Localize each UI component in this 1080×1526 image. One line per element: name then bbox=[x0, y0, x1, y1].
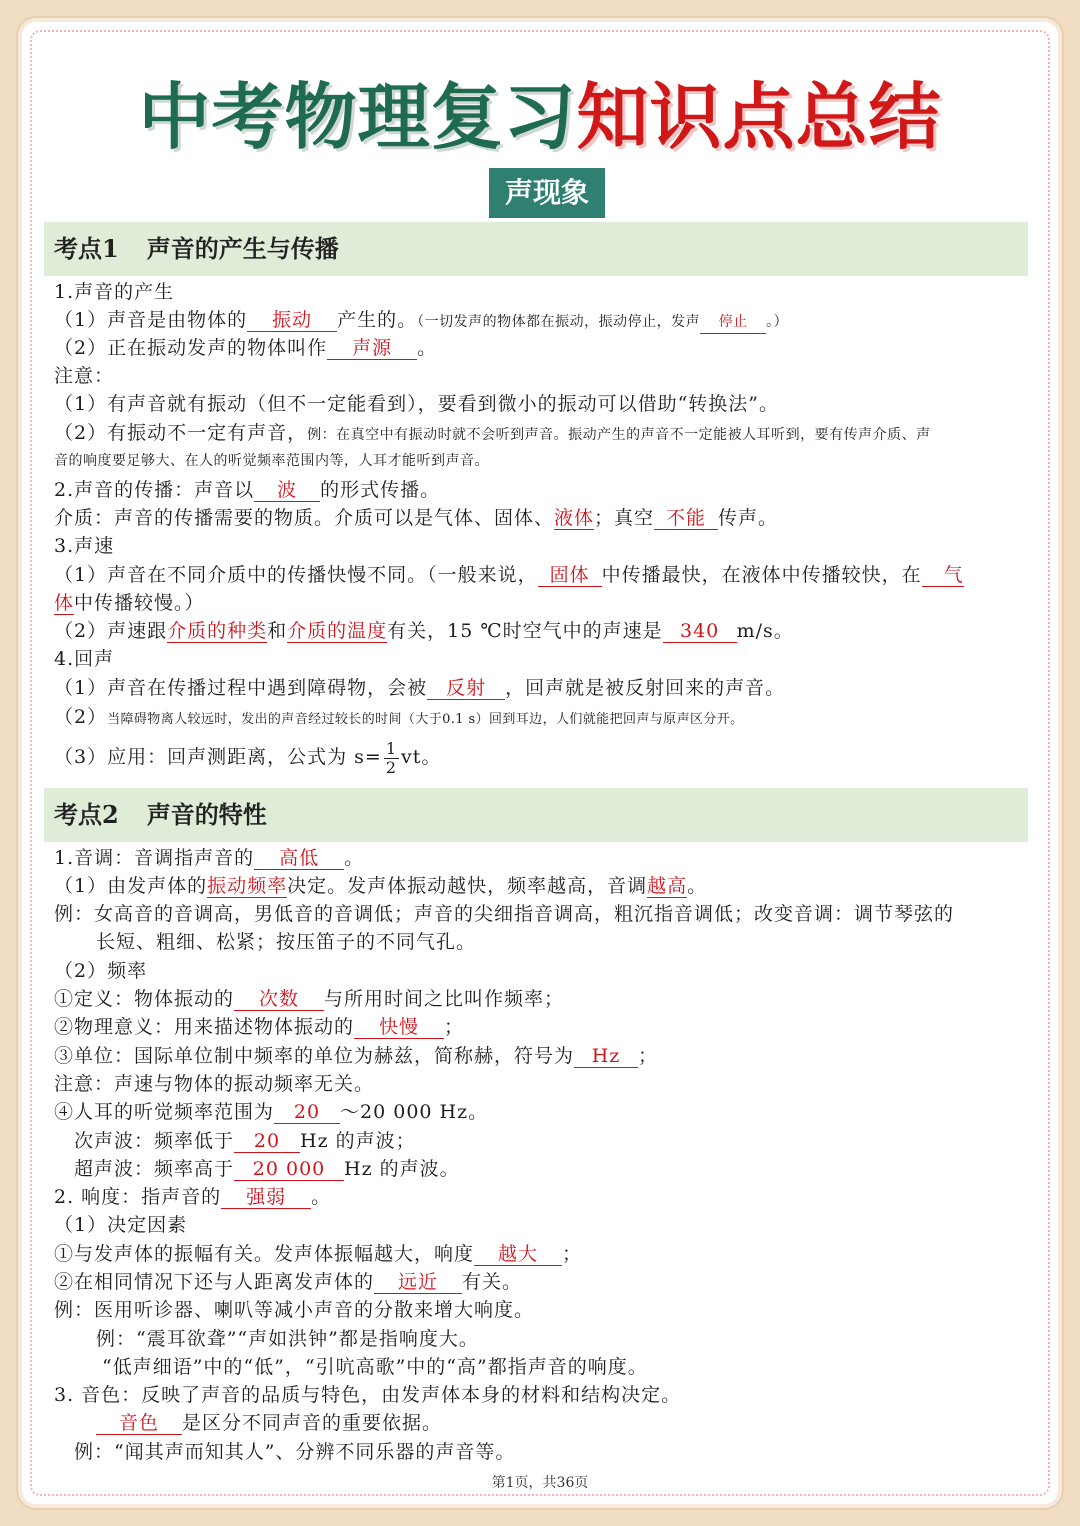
text-line: 长短、粗细、松紧；按压笛子的不同气孔。 bbox=[96, 931, 477, 953]
text-line: （1）有声音就有振动（但不一定能看到），要看到微小的振动可以借助“转换法”。 bbox=[54, 393, 780, 415]
answer-blank: 声源 bbox=[327, 337, 417, 360]
text-line: 音色 是区分不同声音的重要依据。 bbox=[96, 1409, 1076, 1437]
answer-blank: 停止 bbox=[700, 311, 766, 334]
text-line: （2）频率 bbox=[54, 960, 148, 982]
heading-sound-speed: 3.声速 bbox=[54, 535, 115, 557]
text-line: （2）当障碍物离人较远时，发出的声音经过较长的时间（大于0.1 s）回到耳边，人们就能把回声与原声区分开。 bbox=[54, 706, 744, 728]
text-line: 体中传播较慢。） bbox=[54, 592, 205, 614]
text-line: ①定义：物体振动的 次数 与所用时间之比叫作频率； bbox=[54, 988, 565, 1010]
text-line: 介质：声音的传播需要的物质。介质可以是气体、固体、液体；真空 不能 传声。 bbox=[54, 507, 779, 529]
answer-blank: 体 bbox=[54, 592, 75, 614]
text-line: （1）声音在传播过程中遇到障碍物，会被 反射 ，回声就是被反射回来的声音。 bbox=[54, 677, 786, 699]
text-line: ④人耳的听觉频率范围为 20 ～20 000 Hz。 bbox=[54, 1101, 489, 1123]
text-line: 音的响度要足够大、在人的听觉频率范围内等，人耳才能听到声音。 bbox=[54, 453, 489, 469]
text-line: ②物理意义：用来描述物体振动的 快慢 ； bbox=[54, 1016, 465, 1038]
fraction-one-half: $\frac{1}{2}$ bbox=[385, 738, 397, 777]
heading-echo: 4.回声 bbox=[54, 648, 115, 670]
answer-blank: 介质的温度 bbox=[287, 620, 388, 642]
answer-blank: 强弱 bbox=[221, 1186, 311, 1209]
answer-blank: 20 bbox=[274, 1101, 340, 1124]
text-line: （1）决定因素 bbox=[54, 1214, 188, 1236]
answer-blank: 气 bbox=[922, 564, 964, 587]
answer-blank: 越大 bbox=[474, 1243, 562, 1266]
text-line: （1）声音是由物体的 振动 产生的。（一切发声的物体都在振动，振动停止，发声 停止 。） bbox=[54, 306, 1034, 336]
answer-blank: 振动频率 bbox=[207, 875, 288, 897]
answer-blank: 波 bbox=[254, 479, 320, 502]
section-header-2: 考点2 声音的特性 bbox=[44, 788, 1028, 842]
text-line: （1）由发声体的振动频率决定。发声体振动越快，频率越高，音调越高。 bbox=[54, 875, 708, 897]
note-label: 注意： bbox=[54, 365, 115, 387]
answer-blank: 不能 bbox=[654, 507, 718, 530]
answer-blank: 340 bbox=[663, 620, 737, 643]
answer-blank: 次数 bbox=[234, 988, 324, 1011]
text-line: 例：女高音的音调高，男低音的音调低；声音的尖细指音调高，粗沉指音调低；改变音调：调节琴弦的 bbox=[54, 903, 955, 925]
heading-sound-production: 1.声音的产生 bbox=[54, 281, 175, 303]
answer-blank: 高低 bbox=[254, 847, 344, 870]
heading-sound-propagation: 2.声音的传播：声音以 波 的形式传播。 bbox=[54, 479, 441, 501]
page-number: 第1页，共36页 bbox=[491, 1475, 589, 1491]
answer-blank: 介质的种类 bbox=[167, 620, 268, 642]
text-line-formula: （3）应用：回声测距离，公式为 s= $\frac{1}{2}$ vt。 bbox=[54, 738, 442, 777]
answer-blank: 快慢 bbox=[354, 1016, 444, 1039]
section-header-1: 考点1 声音的产生与传播 bbox=[44, 222, 1028, 276]
text-line: 例：医用听诊器、喇叭等减小声音的分散来增大响度。 bbox=[54, 1299, 535, 1321]
answer-blank: 反射 bbox=[427, 677, 505, 700]
text-line: 超声波：频率高于 20 000 Hz 的声波。 bbox=[74, 1158, 460, 1180]
answer-blank: 音色 bbox=[96, 1412, 182, 1435]
answer-blank: 固体 bbox=[538, 564, 602, 587]
text-line: （1）声音在不同介质中的传播快慢不同。（一般来说， 固体 中传播最快，在液体中传播较快，在 气 bbox=[54, 564, 964, 586]
answer-blank: 20 000 bbox=[234, 1158, 344, 1181]
text-line: （2）正在振动发声的物体叫作 声源 。 bbox=[54, 337, 438, 359]
text-line: ③单位：国际单位制中频率的单位为赫兹，简称赫，符号为 Hz ； bbox=[54, 1045, 659, 1067]
text-line: ①与发声体的振幅有关。发声体振幅越大，响度 越大 ； bbox=[54, 1243, 583, 1265]
answer-blank: 20 bbox=[234, 1130, 300, 1153]
text-line: 例：“闻其声而知其人”、分辨不同乐器的声音等。 bbox=[74, 1441, 516, 1463]
text-line: “低声细语”中的“低”，“引吭高歌”中的“高”都指声音的响度。 bbox=[102, 1356, 648, 1378]
heading-pitch: 1.音调：音调指声音的 高低 。 bbox=[54, 847, 365, 869]
page-title: 中考物理复习知识点总结 bbox=[138, 75, 942, 159]
text-line: （2）声速跟介质的种类和介质的温度有关，15 ℃时空气中的声速是 340 m/s。 bbox=[54, 620, 794, 642]
answer-blank: 远近 bbox=[374, 1271, 462, 1294]
answer-blank: 液体 bbox=[554, 507, 595, 529]
text-line: 例：“震耳欲聋”“声如洪钟”都是指响度大。 bbox=[96, 1328, 479, 1350]
text-line: （2）有振动不一定有声音，例：在真空中有振动时就不会听到声音。振动产生的声音不一定能被人耳听到，要有传声介质、声 bbox=[54, 422, 931, 444]
text-line: 次声波：频率低于 20 Hz 的声波； bbox=[74, 1130, 416, 1152]
answer-blank: Hz bbox=[574, 1045, 638, 1068]
text-line: ②在相同情况下还与人距离发声体的 远近 有关。 bbox=[54, 1271, 523, 1293]
heading-loudness: 2. 响度：指声音的 强弱 。 bbox=[54, 1186, 332, 1208]
heading-timbre: 3. 音色：反映了声音的品质与特色，由发声体本身的材料和结构决定。 bbox=[54, 1384, 682, 1406]
chapter-badge: 声现象 bbox=[489, 168, 605, 218]
answer-blank: 越高 bbox=[647, 875, 688, 897]
text-line: 注意：声速与物体的振动频率无关。 bbox=[54, 1073, 375, 1095]
answer-blank: 振动 bbox=[247, 309, 337, 332]
